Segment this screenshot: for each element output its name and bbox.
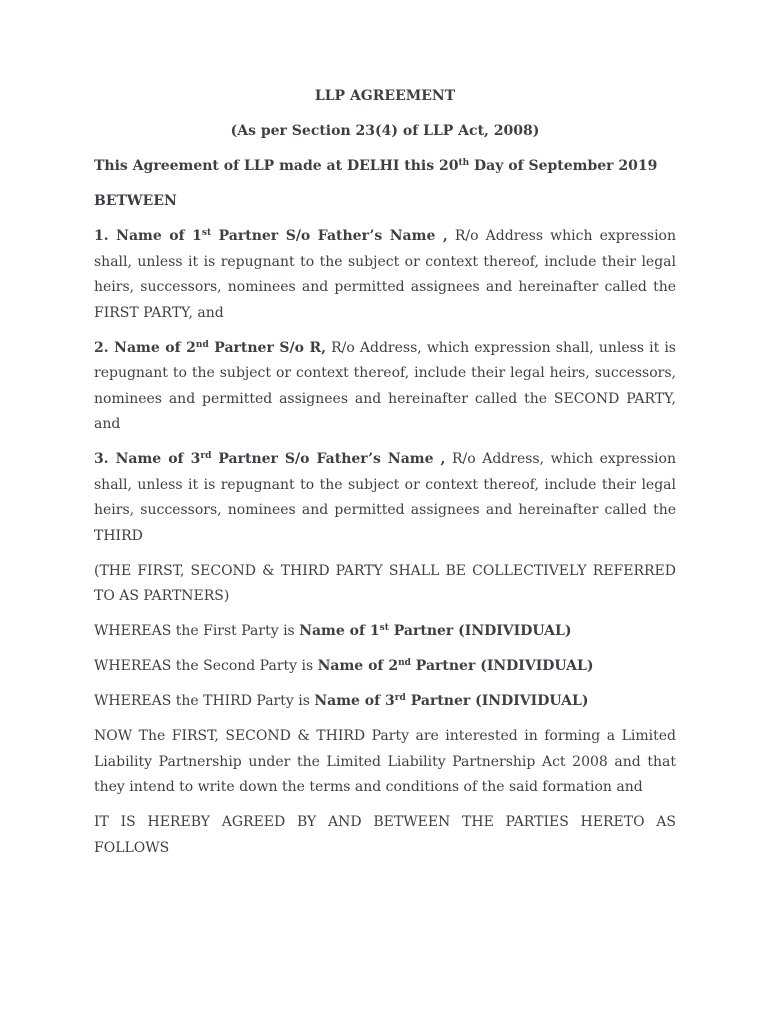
document-subtitle: (As per Section 23(4) of LLP Act, 2008) <box>230 123 540 139</box>
between-heading: BETWEEN <box>94 193 177 209</box>
partner-3-clause: 3. Name of 3rd Partner S/o Father’s Name , R/o Address, which expression shall, unless it is repugnant to the subject or context thereof, include their legal heirs, successors, nominees and permitted assignees and hereinafter called the THIRD <box>94 451 676 544</box>
document-body <box>94 84 676 871</box>
partner-1-clause: 1. Name of 1st Partner S/o Father’s Name , R/o Address which expression shall, unless it is repugnant to the subject or context thereof, include their legal heirs, successors, nominees and permitted assignees and hereinafter called the FIRST PARTY, and <box>94 228 676 321</box>
whereas-third-party: WHEREAS the THIRD Party is Name of 3rd Partner (INDIVIDUAL) <box>94 693 589 709</box>
agreement-clause: IT IS HEREBY AGREED BY AND BETWEEN THE PARTIES HERETO AS FOLLOWS <box>94 814 676 856</box>
partner-2-clause: 2. Name of 2nd Partner S/o R, R/o Address, which expression shall, unless it is repugnant to the subject or context thereof, include their legal heirs, successors, nominees and permitted assignees and hereinafter called the SECOND PARTY, and <box>94 339 676 432</box>
whereas-second-party: WHEREAS the Second Party is Name of 2nd Partner (INDIVIDUAL) <box>94 658 594 674</box>
whereas-first-party: WHEREAS the First Party is Name of 1st Partner (INDIVIDUAL) <box>94 623 572 639</box>
collective-reference-clause: (THE FIRST, SECOND & THIRD PARTY SHALL BE COLLECTIVELY REFERRED TO AS PARTNERS) <box>94 562 676 604</box>
agreement-date-line: This Agreement of LLP made at DELHI this 20th Day of September 2019 <box>94 158 658 174</box>
document-title: LLP AGREEMENT <box>314 88 456 104</box>
intent-clause: NOW The FIRST, SECOND & THIRD Party are interested in forming a Limited Liability Partnership under the Limited Liability Partnership Act 2008 and that they intend to write down the terms and conditions of the said formation and <box>94 728 676 795</box>
